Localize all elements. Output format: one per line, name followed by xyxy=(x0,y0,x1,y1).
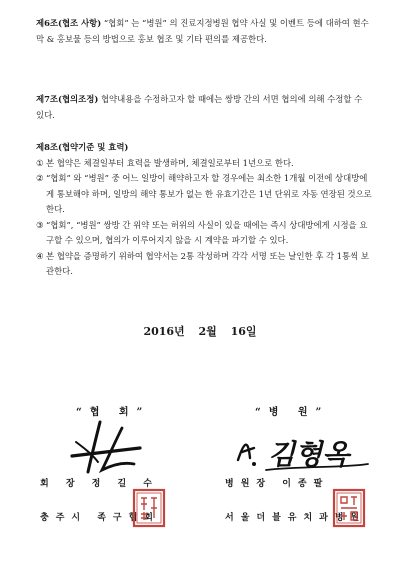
item-number: ③ xyxy=(36,219,44,230)
item-text: “협회” 와 “병원” 중 어느 일방이 해약하고자 할 경우에는 최소한 1개월 이전에 상대방에게 통보해야 하며, 일방의 해약 통보가 없는 한 유효기간은 1년 단위로 자동 연장된 것으로 한다. xyxy=(46,173,372,214)
right-signature-icon xyxy=(232,430,372,474)
left-organization: 충주시 족구협회 xyxy=(40,513,160,523)
article-6-heading: 제6조(협조 사항) xyxy=(36,18,102,28)
item-text: 본 협약은 체결일부터 효력을 발생하며, 체결일로부터 1년으로 한다. xyxy=(46,157,294,168)
right-organization: 서울더블유치과병원 xyxy=(225,513,367,523)
item-text: 본 협약을 증명하기 위하여 협약서는 2통 작성하며 각각 서명 또는 날인한 후 각 1통씩 보관한다. xyxy=(46,250,369,276)
right-party-label: “병 원” xyxy=(255,407,330,418)
article-6 xyxy=(36,16,372,47)
article-8 xyxy=(36,140,372,280)
article-8-item-2 xyxy=(36,171,372,218)
article-8-item-4 xyxy=(36,249,372,280)
left-seal-icon xyxy=(132,488,166,528)
article-7 xyxy=(36,92,372,123)
item-number: ① xyxy=(36,157,44,168)
article-7-paragraph xyxy=(36,92,372,123)
agreement-date: 2016년 2월 16일 xyxy=(143,325,257,338)
left-signer-title: 회 장 정 길 수 xyxy=(40,479,160,489)
right-signature-text: 김형옥 xyxy=(268,438,350,471)
item-text: “협회”, “병원” 쌍방 간 위약 또는 허위의 사실이 있을 때에는 즉시 상대방에게 시정을 요구할 수 있으며, 협의가 이루어지지 않을 시 계약을 파기할 수 있다. xyxy=(46,219,368,245)
article-7-heading: 제7조(협의조정) xyxy=(36,94,99,104)
article-8-item-1 xyxy=(36,156,372,172)
right-seal-icon xyxy=(332,488,366,528)
left-signature-icon xyxy=(62,418,152,478)
item-number: ④ xyxy=(36,250,44,261)
right-signer-title: 병원장 이종팔 xyxy=(225,479,330,489)
article-6-body: “협회” 는 “병원” 의 진료지정병원 협약 사실 및 이벤트 등에 대하여 현수막 & 홍보물 등의 방법으로 홍보 협조 및 기타 편의를 제공한다. xyxy=(36,18,369,44)
item-number: ② xyxy=(36,173,44,183)
article-8-heading: 제8조(협약기준 및 효력) xyxy=(36,142,129,152)
left-party-label: “협 회” xyxy=(76,407,151,418)
article-7-body: 협약내용을 수정하고자 할 때에는 쌍방 간의 서면 협의에 의해 수정할 수 있다. xyxy=(36,94,363,120)
article-8-item-3 xyxy=(36,218,372,249)
article-6-paragraph xyxy=(36,16,372,47)
